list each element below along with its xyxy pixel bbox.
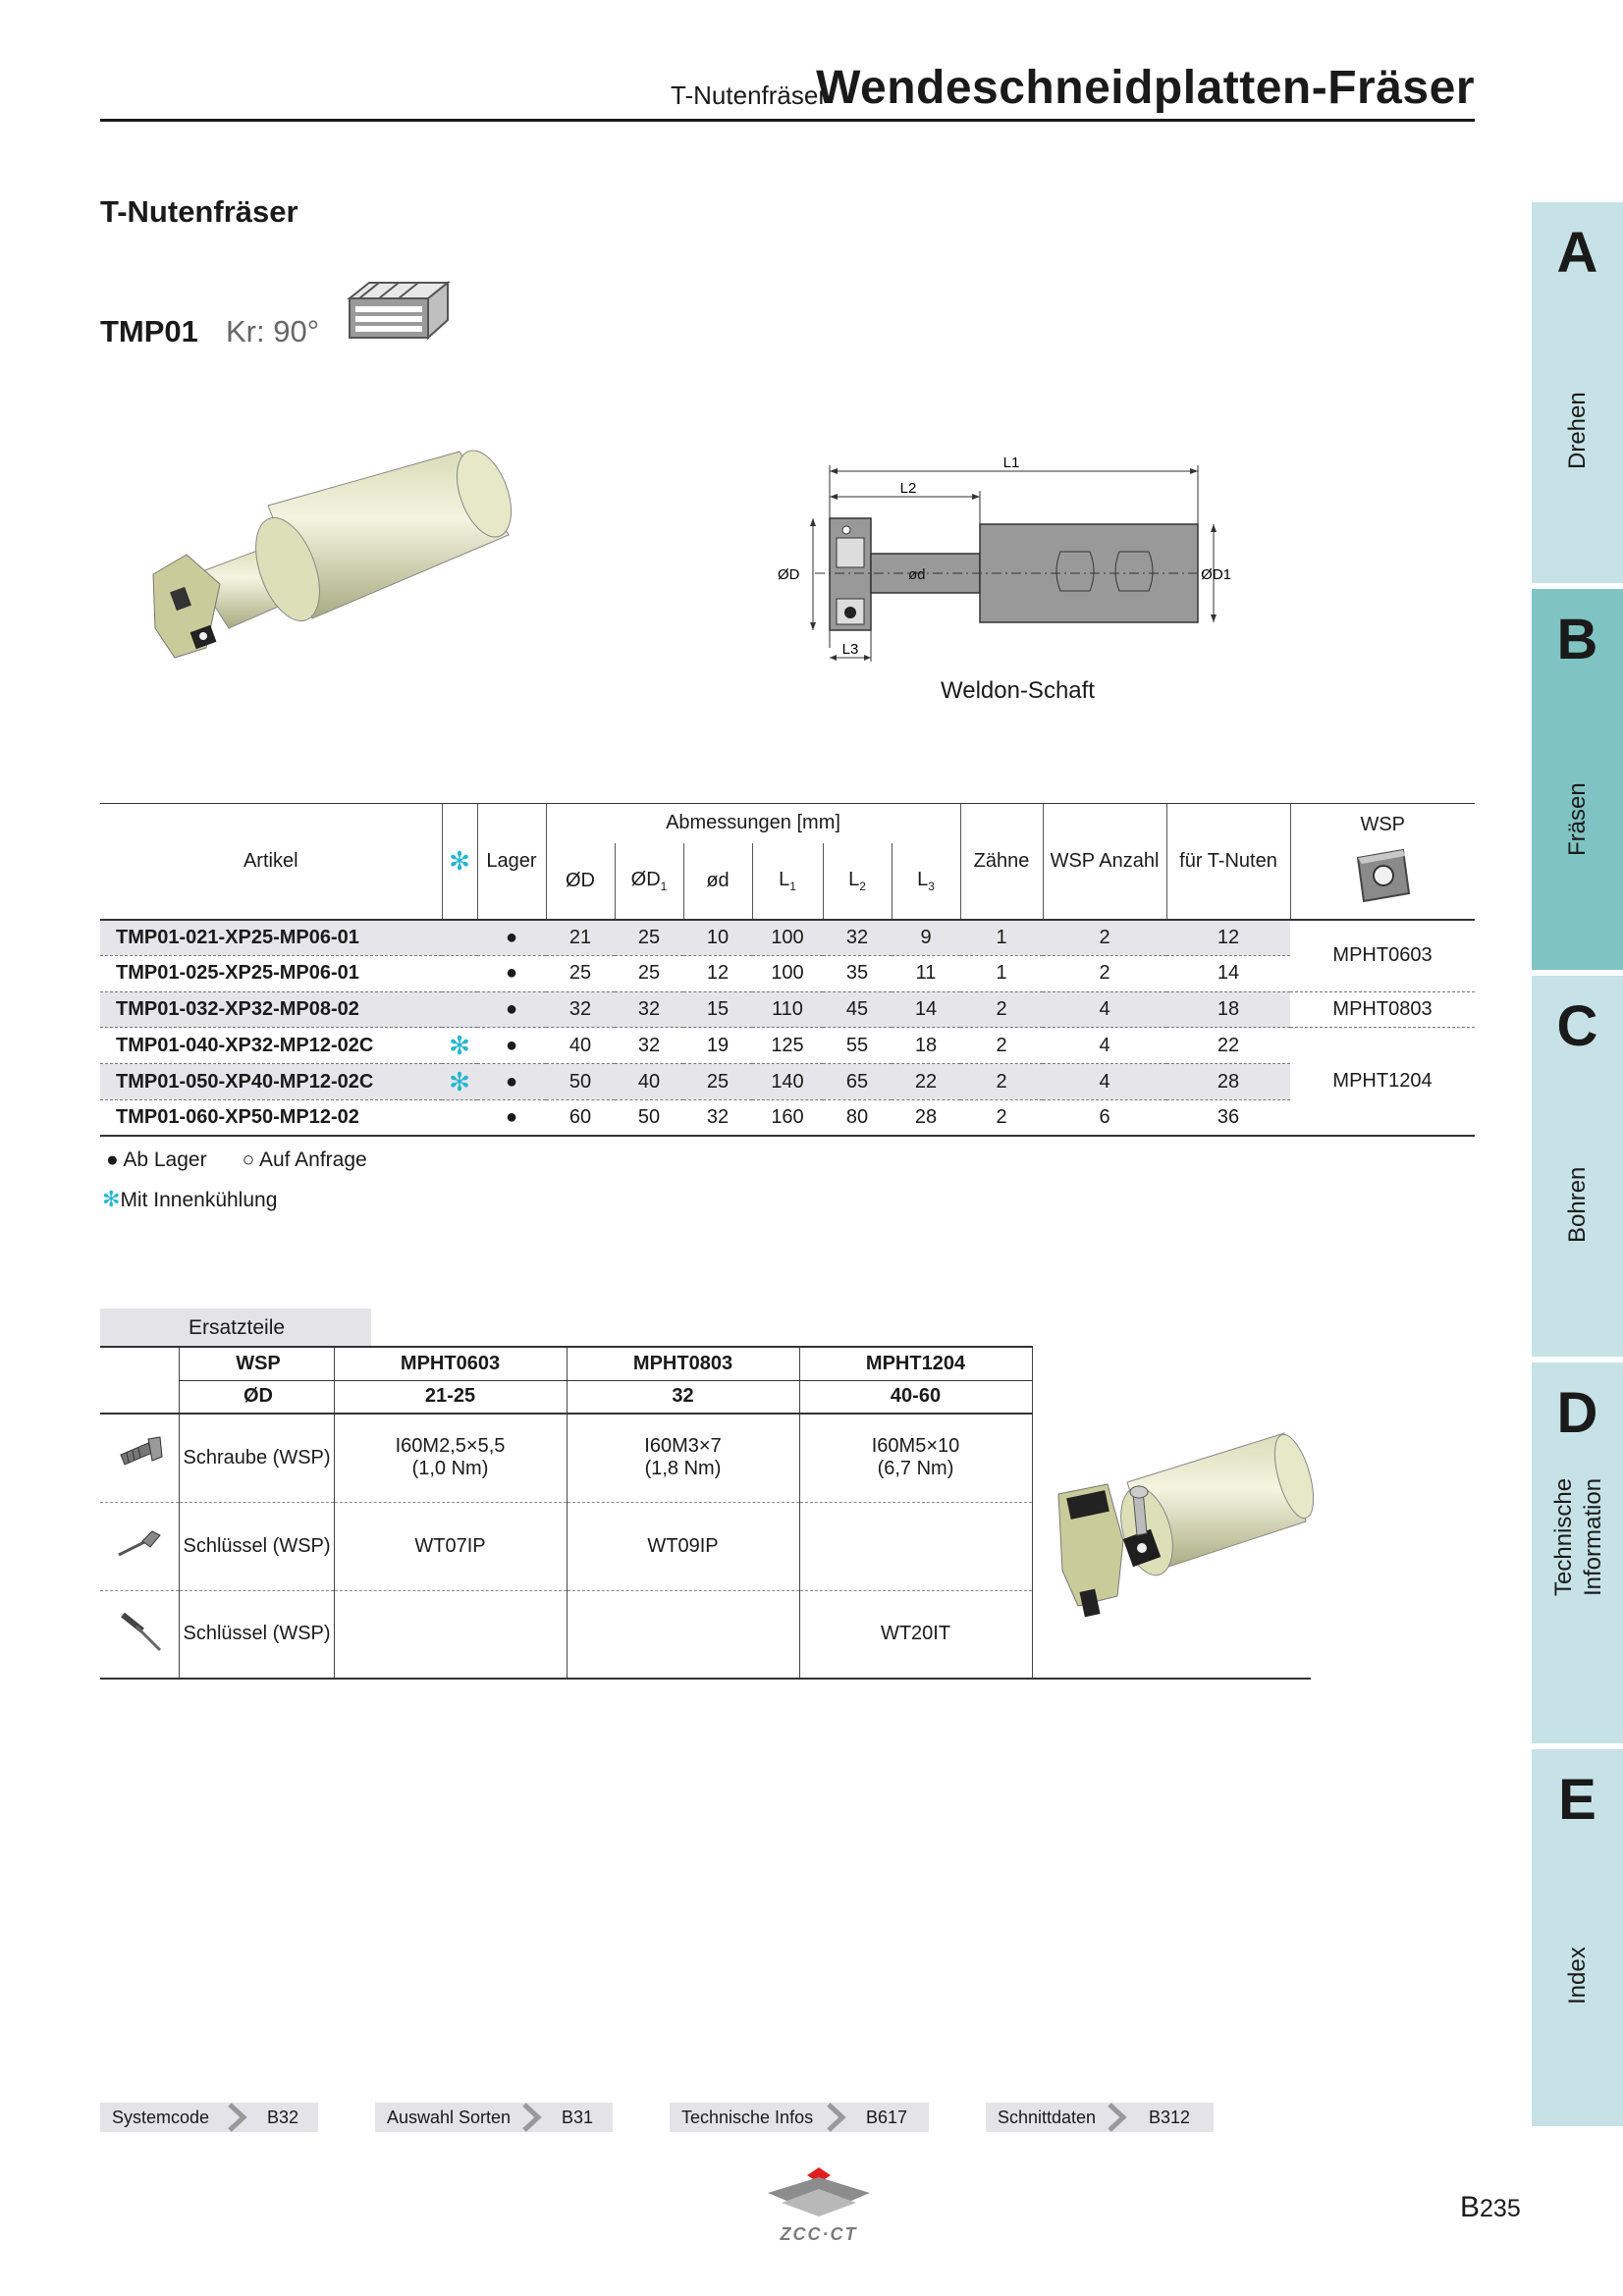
col-wsp-label: WSP [1360,814,1406,835]
chevron-right-icon [226,2103,249,2132]
legend-coolant-text: Mit Innenkühlung [120,1189,278,1211]
col-zaehne: Zähne [960,804,1043,920]
table-row: TMP01-040-XP32-MP12-02C ✻ ● 40 32 19 125 55 18 2 4 22 MPHT1204 [100,1028,1475,1064]
wsp-group: MPHT1204 [1290,1028,1475,1136]
insert-icon [1348,844,1417,907]
col-L2: $L_2$ [823,843,892,920]
key-icon [113,1525,166,1561]
dim-D: ØD [778,566,800,583]
col-t-nuten: für T-Nuten [1166,804,1290,920]
header-subtitle: T-Nutenfräser [671,80,827,110]
footer-link-schnittdaten[interactable]: Schnittdaten B312 [986,2103,1214,2132]
model-name: TMP01 [100,314,198,348]
table-row: TMP01-032-XP32-MP08-02 ● 32 32 15 110 45 14 2 4 18 MPHT0803 [100,991,1475,1028]
legend-auf-anfrage: ○ Auf Anfrage [242,1148,367,1171]
dim-L1: L1 [1002,454,1020,471]
col-lager: Lager [477,804,546,920]
ers-row-wsp: WSP [179,1347,334,1380]
tab-label: Drehen [1564,392,1591,469]
dim-d: ød [908,566,926,583]
coolant-icon: ✻ [449,845,470,876]
dim-L2: L2 [899,480,917,497]
chevron-right-icon [1106,2103,1129,2132]
tool-detail-image [1049,1423,1314,1659]
table-row: TMP01-060-XP50-MP12-02 ● 60 50 32 160 80 28 2 6 36 [100,1099,1475,1136]
zcc-ct-logo [764,2160,874,2248]
tab-bohren[interactable]: C Bohren [1532,976,1623,1357]
ers-row-d: ØD [179,1380,334,1414]
col-artikel: Artikel [100,804,442,920]
header-title: Wendeschneidplatten-Fräser [816,62,1475,114]
tool-image [145,447,518,692]
col-wsp [1290,804,1475,920]
legend-stock [106,1148,367,1172]
tab-index[interactable]: E Index [1532,1749,1623,2126]
col-L3: $L_3$ [892,843,960,920]
section-title: T-Nutenfräser [100,194,298,229]
tab-technische-information[interactable]: D Technische Information [1532,1362,1623,1743]
col-D1: $ØD_1$ [615,843,683,920]
page-number: B235 [1460,2191,1521,2223]
chevron-right-icon [520,2103,544,2132]
page-header [100,59,1475,122]
chevron-right-icon [825,2103,848,2132]
table-row: Schlüssel (WSP) WT20IT [100,1590,1311,1679]
footer-link-systemcode[interactable]: Systemcode B32 [100,2103,318,2132]
table-row: TMP01-025-XP25-MP06-01 ● 25 25 12 100 35 11 1 2 14 [100,955,1475,991]
logo-text: ZCC·CT [780,2224,858,2244]
col-d: ød [683,843,752,920]
dim-L3: L3 [841,641,859,658]
technical-drawing [776,452,1231,667]
ersatzteile-table: WSP MPHT0603 MPHT0803 MPHT1204 ØD 21-25 32 40-60 Schraube (WSP) I60M2,5×5,5 (1,0 Nm) I60M3×7 (1,8 Nm) I60M5×10 (6,7 Nm) Schlüssel (WSP) WT07IP WT09IP Schlüssel (WSP) WT20IT [100,1346,1311,1680]
tab-label: Bohren [1564,1166,1591,1243]
dim-D1: ØD1 [1201,566,1231,583]
drawing-caption: Weldon-Schaft [941,677,1095,704]
t-key-icon [113,1607,166,1656]
wsp-group: MPHT0603 [1290,920,1475,992]
table-row: Schlüssel (WSP) WT07IP WT09IP [100,1502,1311,1590]
ersatzteile-title: Ersatzteile [100,1308,371,1346]
footer-link-auswahl-sorten[interactable]: Auswahl Sorten B31 [375,2103,613,2132]
tab-drehen[interactable]: A Drehen [1532,202,1623,583]
tab-label: Index [1564,1947,1591,2004]
col-L1: $L_1$ [752,843,823,920]
table-row: TMP01-021-XP25-MP06-01 ● 21 25 10 100 32 9 1 2 12 MPHT0603 [100,920,1475,956]
legend-ab-lager: ● Ab Lager [106,1148,207,1171]
table-row: TMP01-050-XP40-MP12-02C ✻ ● 50 40 25 140 65 22 2 4 28 [100,1064,1475,1100]
tab-label: Fräsen [1564,782,1591,856]
col-abmessungen: Abmessungen [mm] [546,804,960,843]
article-table [100,803,1475,1137]
col-wsp-anzahl: WSP Anzahl [1043,804,1166,920]
table-row: Schraube (WSP) I60M2,5×5,5 (1,0 Nm) I60M3×7 (1,8 Nm) I60M5×10 (6,7 Nm) [100,1414,1311,1502]
tab-fraesen[interactable]: B Fräsen [1532,589,1623,970]
footer-link-technische-infos[interactable]: Technische Infos B617 [670,2103,929,2132]
tab-label: Technische Information [1550,1477,1606,1596]
screw-icon [115,1435,164,1474]
col-D: ØD [546,843,615,920]
wsp-group: MPHT0803 [1290,991,1475,1028]
legend-coolant [102,1187,277,1212]
coolant-icon: ✻ [102,1187,121,1211]
model-kr: Kr: 90° [226,314,320,348]
t-slot-icon [346,277,454,346]
